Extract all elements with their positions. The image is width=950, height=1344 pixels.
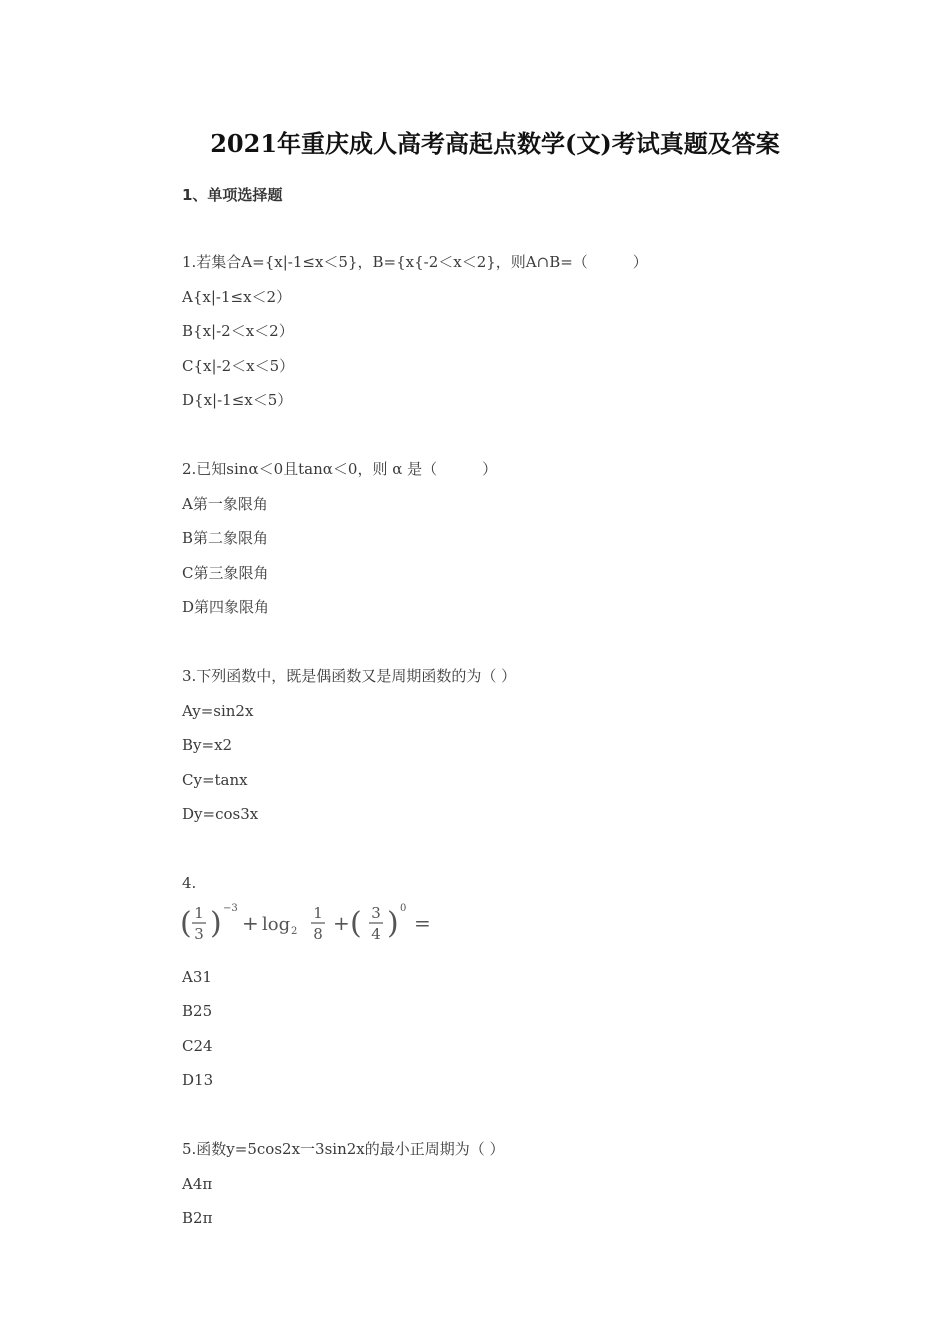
question-3-option-b: By=x2: [182, 736, 233, 754]
formula-plus-1: +: [242, 911, 259, 935]
question-1-option-d: D{x|-1≤x＜5）: [182, 391, 293, 409]
formula-frac1-num: 1: [194, 904, 204, 922]
formula-frac1-den: 3: [194, 925, 204, 943]
question-4-formula: [180, 900, 436, 946]
formula-paren-close-3: ): [387, 906, 399, 941]
formula-frac2-num: 1: [313, 904, 323, 922]
question-4-option-b: B25: [182, 1002, 213, 1020]
question-4-stem: 4.: [182, 874, 197, 892]
question-1-option-a: A{x|-1≤x＜2）: [182, 288, 292, 306]
question-3-option-c: Cy=tanx: [182, 771, 248, 789]
question-5-option-a: A4π: [182, 1175, 213, 1193]
formula-paren-close-1: ): [210, 906, 222, 941]
question-5-stem: 5.函数y=5cos2x一3sin2x的最小正周期为（ ）: [182, 1140, 505, 1158]
question-2-option-c: C第三象限角: [182, 564, 269, 582]
question-3-stem: 3.下列函数中，既是偶函数又是周期函数的为（ ）: [182, 667, 517, 685]
question-1-option-c: C{x|-2＜x＜5）: [182, 357, 295, 375]
formula-exp1: −3: [223, 903, 238, 914]
formula-paren-open-1: (: [180, 906, 192, 941]
question-4-option-c: C24: [182, 1037, 213, 1055]
question-1-stem: 1.若集合A={x|-1≤x＜5}，B={x{-2＜x＜2}，则A∩B=（ ）: [182, 253, 648, 271]
question-2-option-a: A第一象限角: [182, 495, 268, 513]
formula-log: log: [262, 914, 291, 935]
question-5-option-b: B2π: [182, 1209, 213, 1227]
question-4-option-a: A31: [182, 968, 212, 986]
formula-frac3-den: 4: [371, 925, 381, 943]
formula-exp3: 0: [400, 903, 407, 914]
question-2-option-b: B第二象限角: [182, 529, 269, 547]
question-3-option-d: Dy=cos3x: [182, 805, 259, 823]
formula-log-base: 2: [291, 926, 298, 937]
question-2-option-d: D第四象限角: [182, 598, 270, 616]
page-title: 2021年重庆成人高考高起点数学(文)考试真题及答案: [210, 129, 780, 158]
formula-frac3-num: 3: [371, 904, 381, 922]
formula-paren-open-3: (: [350, 906, 362, 941]
formula-equals: =: [414, 911, 431, 935]
question-2-stem: 2.已知sinα＜0且tanα＜0，则 α 是（ ）: [182, 460, 498, 478]
question-4-option-d: D13: [182, 1071, 214, 1089]
section-heading: 1、单项选择题: [182, 186, 283, 204]
formula-plus-2: +: [333, 911, 350, 935]
question-1-option-b: B{x|-2＜x＜2）: [182, 322, 294, 340]
formula-frac2-den: 8: [313, 925, 323, 943]
question-3-option-a: Ay=sin2x: [182, 702, 254, 720]
